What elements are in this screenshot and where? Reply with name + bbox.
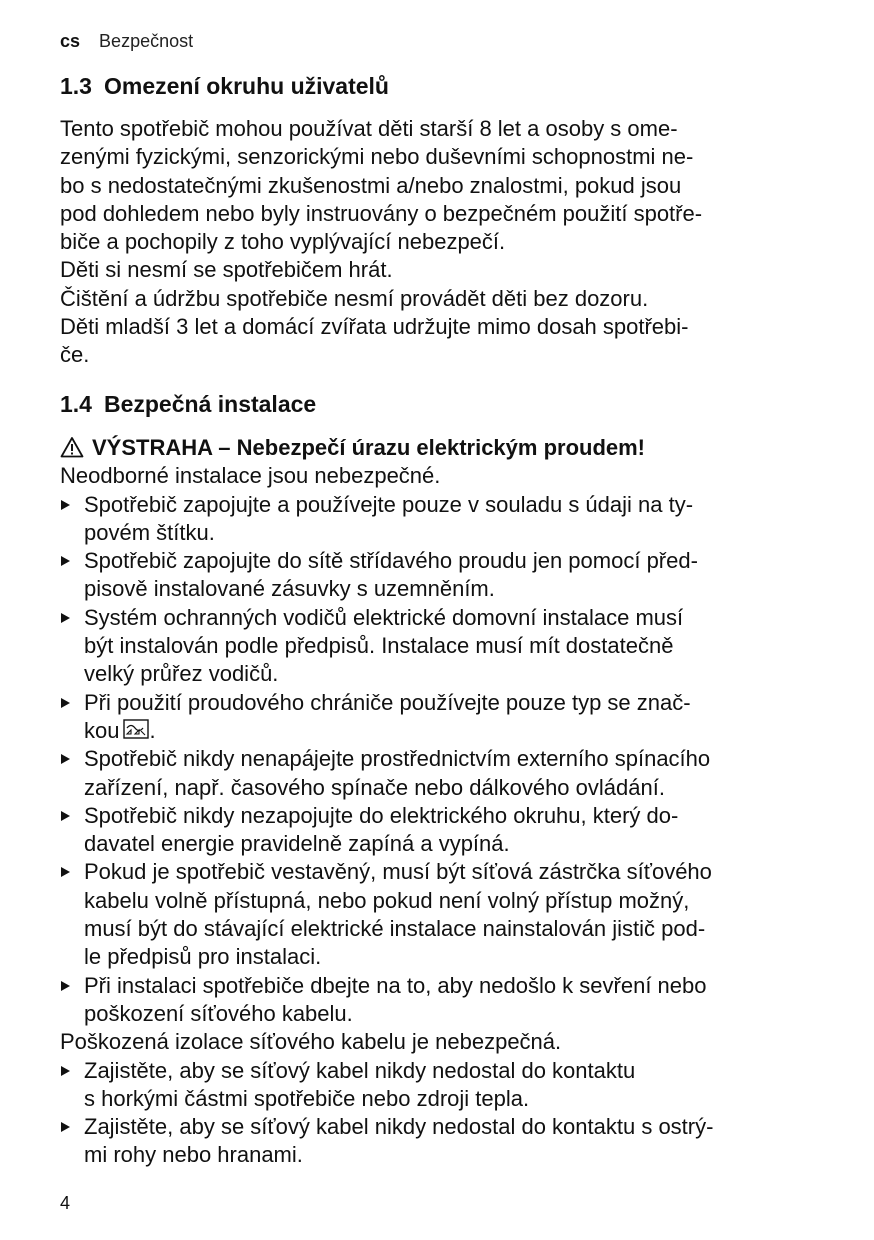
bullet-arrow-icon — [61, 754, 70, 764]
text-line: zařízení, např. časového spínače nebo dálkového ovládání. — [84, 774, 665, 800]
text-line: Čištění a údržbu spotřebiče nesmí provádět děti bez dozoru. — [60, 285, 649, 311]
text-line: musí být do stávající elektrické instalace nainstalován jistič pod- — [84, 916, 706, 942]
text-line: Zajistěte, aby se síťový kabel nikdy nedostal do kontaktu s ostrý- — [84, 1114, 714, 1140]
text-line: být instalován podle předpisů. Instalace musí mít dostatečně — [84, 633, 674, 659]
text-line: če. — [60, 342, 90, 368]
text-line: kou . — [84, 717, 156, 743]
bullet-arrow-icon — [61, 500, 70, 510]
list-item — [60, 972, 820, 1029]
bullet-arrow-icon — [61, 1122, 70, 1132]
text-line: biče a pochopily z toho vyplývající nebezpečí. — [60, 229, 506, 255]
text-line: davatel energie pravidelně zapíná a vypíná. — [84, 831, 510, 857]
text-line: Spotřebič zapojujte do sítě střídavého proudu jen pomocí před- — [84, 548, 698, 574]
text-line: s horkými částmi spotřebiče nebo zdroji tepla. — [84, 1085, 530, 1111]
intro-text: Poškozená izolace síťového kabelu je nebezpečná. — [60, 1029, 562, 1055]
section-number: 1.3 — [60, 73, 92, 99]
bullet-arrow-icon — [61, 698, 70, 708]
section-number: 1.4 — [60, 391, 92, 417]
list-item — [60, 1057, 820, 1114]
text-line: Při instalaci spotřebiče dbejte na to, aby nedošlo k sevření nebo — [84, 972, 707, 998]
warning-triangle-icon — [60, 436, 84, 458]
bullet-arrow-icon — [61, 867, 70, 877]
list-item — [60, 689, 820, 746]
page-number: 4 — [60, 1193, 71, 1213]
text-line: bo s nedostatečnými zkušenostmi a/nebo znalostmi, pokud jsou — [60, 172, 682, 198]
rcd-type-symbol-icon — [123, 719, 149, 739]
text-line: velký průřez vodičů. — [84, 661, 279, 687]
text-line: Spotřebič zapojujte a používejte pouze v souladu s údaji na ty- — [84, 491, 694, 517]
list-item — [60, 858, 820, 971]
text-line: Tento spotřebič mohou používat děti starší 8 let a osoby s ome- — [60, 116, 678, 141]
warning-text: VÝSTRAHA – Nebezpečí úrazu elektrickým proudem! — [92, 435, 646, 460]
list-item — [60, 802, 820, 859]
section-1-4-body — [60, 434, 820, 1170]
warning-line — [60, 434, 820, 462]
text-line: Systém ochranných vodičů elektrické domovní instalace musí — [84, 604, 684, 630]
text-line: le předpisů pro instalaci. — [84, 944, 322, 970]
intro-text: Neodborné instalace jsou nebezpečné. — [60, 463, 441, 489]
text-fragment: kou — [84, 717, 120, 743]
section-label: Bezpečnost — [99, 31, 194, 51]
language-code: cs — [60, 31, 81, 51]
text-line: pisově instalované zásuvky s uzemněním. — [84, 576, 495, 602]
list-item — [60, 491, 820, 548]
text-line: kabelu volně přístupná, nebo pokud není volný přístup možný, — [84, 887, 690, 913]
section-1-4-heading — [60, 390, 316, 418]
bullet-arrow-icon — [61, 613, 70, 623]
list-item — [60, 1113, 820, 1170]
section-title: Bezpečná instalace — [103, 391, 317, 417]
text-line: poškození síťového kabelu. — [84, 1000, 353, 1026]
text-line: Děti mladší 3 let a domácí zvířata udržujte mimo dosah spotřebi- — [60, 314, 689, 340]
text-line: Pokud je spotřebič vestavěný, musí být síťová zástrčka síťového — [84, 859, 712, 885]
list-item — [60, 745, 820, 802]
text-line: Děti si nesmí se spotřebičem hrát. — [60, 257, 393, 283]
section-1-3-heading — [60, 72, 389, 100]
bullet-arrow-icon — [61, 556, 70, 566]
text-line: povém štítku. — [84, 519, 215, 545]
bullet-arrow-icon — [61, 1066, 70, 1076]
text-line: Spotřebič nikdy nenapájejte prostřednictvím externího spínacího — [84, 746, 711, 772]
list-item — [60, 604, 820, 689]
text-line: zenými fyzickými, senzorickými nebo duševními schopnostmi ne- — [60, 144, 694, 170]
text-line: Při použití proudového chrániče používejte pouze typ se znač- — [84, 689, 691, 715]
list-item — [60, 547, 820, 604]
text-line: Spotřebič nikdy nezapojujte do elektrického okruhu, který do- — [84, 802, 679, 828]
text-line: pod dohledem nebo byly instruovány o bezpečném použití spotře- — [60, 200, 703, 226]
bullet-arrow-icon — [61, 981, 70, 991]
section-title: Omezení okruhu uživatelů — [103, 73, 389, 99]
text-line: Zajistěte, aby se síťový kabel nikdy nedostal do kontaktu — [84, 1057, 636, 1083]
section-1-3-body — [60, 115, 820, 370]
bullet-arrow-icon — [61, 811, 70, 821]
text-line: mi rohy nebo hranami. — [84, 1142, 303, 1168]
page-header — [60, 30, 193, 52]
